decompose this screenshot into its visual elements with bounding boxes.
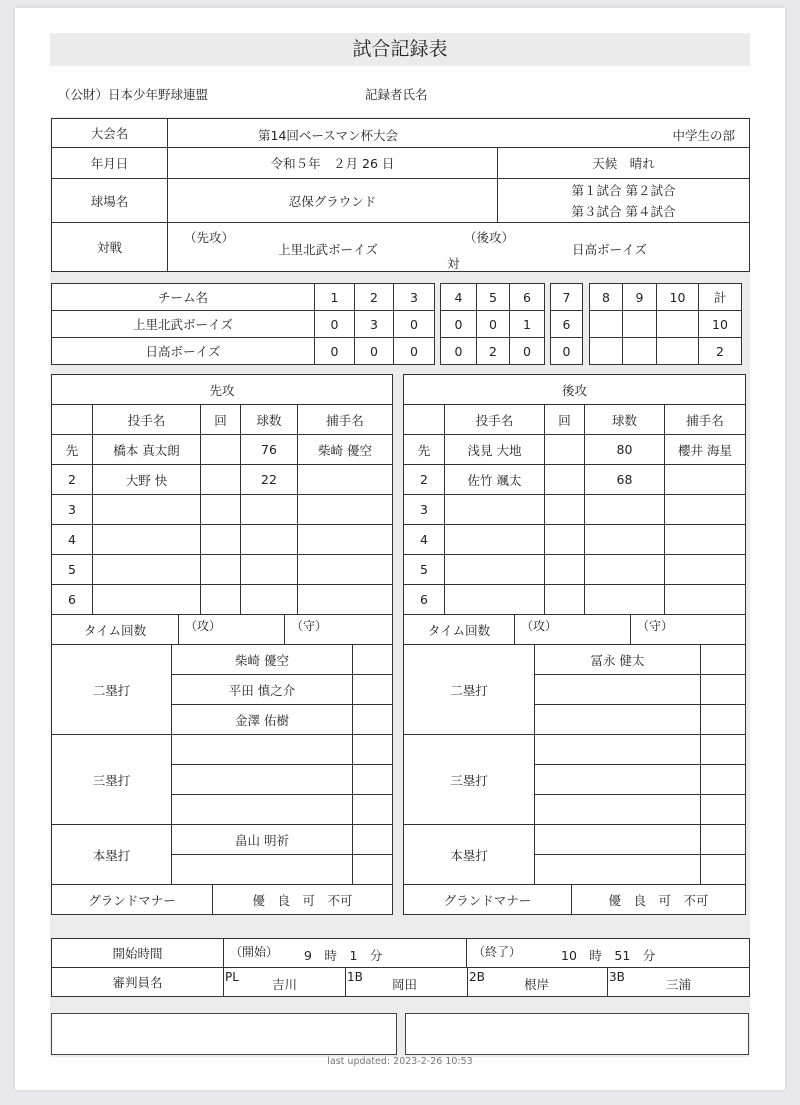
doubles-player: 金澤 佑樹 — [172, 705, 353, 735]
first-attack-panel — [51, 374, 392, 915]
game-number-cell — [498, 179, 750, 223]
triples-player — [172, 765, 353, 795]
pitches-header: 球数 — [241, 405, 298, 435]
pitch-count — [585, 585, 665, 615]
time-label: 開始時間 — [52, 939, 224, 968]
doubles-label: 二塁打 — [52, 645, 172, 735]
manner-options[interactable]: 優 良 可 不可 — [213, 885, 393, 915]
catcher-name — [298, 465, 393, 495]
pitcher-innings — [545, 555, 585, 585]
pitcher-row — [404, 495, 746, 525]
pitcher-row — [52, 465, 393, 495]
pitcher-row — [52, 435, 393, 465]
homers-player — [172, 855, 353, 885]
games-line-2: 第３試合 第４試合 — [571, 203, 676, 219]
catcher-name — [298, 585, 393, 615]
homers-count — [701, 825, 746, 855]
inning-header: 10 — [657, 284, 699, 311]
inning-header: 9 — [623, 284, 657, 311]
inning-header: 回 — [201, 405, 241, 435]
triples-row — [52, 735, 393, 765]
scoreboard-row — [52, 311, 742, 338]
games-line-1: 第１試合 第２試合 — [571, 182, 676, 198]
inning-score: 0 — [477, 311, 510, 338]
timeout-table — [51, 615, 393, 645]
umpire-position: PL — [225, 970, 239, 984]
pitcher-header: 投手名 — [93, 405, 201, 435]
pitcher-table — [51, 374, 393, 615]
doubles-count — [701, 645, 746, 675]
pitcher-order: 3 — [404, 495, 445, 525]
umpire-position: 2B — [469, 970, 485, 984]
umpire-cell — [224, 968, 750, 997]
manner-table — [51, 885, 393, 915]
catcher-name — [298, 525, 393, 555]
inning-header: 4 — [441, 284, 477, 311]
match-label: 対戦 — [52, 223, 168, 272]
time-umpire-table — [51, 938, 750, 997]
inning-header: 8 — [590, 284, 623, 311]
umpire-pl — [224, 968, 346, 996]
inning-score — [623, 311, 657, 338]
homers-row — [404, 825, 746, 855]
field-label: 球場名 — [52, 179, 168, 223]
vs-label: 対 — [447, 256, 460, 271]
pitcher-order: 2 — [404, 465, 445, 495]
doubles-player: 冨永 健太 — [535, 645, 701, 675]
umpire-position: 3B — [609, 970, 625, 984]
pitch-count — [241, 555, 298, 585]
pitch-count — [241, 525, 298, 555]
inning-header: 5 — [477, 284, 510, 311]
date-value: 令和５年 ２月 26 日 — [168, 148, 498, 179]
inning-score: 2 — [477, 338, 510, 365]
pitcher-header-row — [52, 405, 393, 435]
pitcher-name: 大野 快 — [93, 465, 201, 495]
pitcher-innings — [545, 435, 585, 465]
triples-count — [353, 735, 393, 765]
recorder-label: 記録者氏名 — [365, 87, 428, 102]
triples-player — [172, 795, 353, 825]
manner-row — [404, 885, 746, 915]
pitcher-name — [445, 585, 545, 615]
pitcher-order: 6 — [52, 585, 93, 615]
field-row — [52, 179, 750, 223]
pitcher-name — [445, 525, 545, 555]
pitcher-innings — [201, 585, 241, 615]
pitcher-name — [445, 555, 545, 585]
catcher-name — [665, 465, 746, 495]
catcher-name — [665, 495, 746, 525]
inning-header: 回 — [545, 405, 585, 435]
timeout-label: タイム回数 — [404, 615, 515, 645]
pitch-count: 80 — [585, 435, 665, 465]
pitch-count — [585, 525, 665, 555]
catcher-name — [665, 555, 746, 585]
inning-header: 6 — [510, 284, 545, 311]
doubles-player: 平田 慎之介 — [172, 675, 353, 705]
panel-title: 先攻 — [52, 375, 393, 405]
second-attack-panel — [403, 374, 745, 915]
umpire-name: 三浦 — [666, 977, 692, 992]
homers-player: 畠山 明祈 — [172, 825, 353, 855]
timeout-row — [404, 615, 746, 645]
homers-row — [52, 825, 393, 855]
inning-header: 7 — [551, 284, 583, 311]
order-header — [404, 405, 445, 435]
pitcher-name — [93, 495, 201, 525]
org-name: （公財）日本少年野球連盟 — [58, 87, 209, 102]
pitcher-row — [404, 465, 746, 495]
pitcher-row — [52, 495, 393, 525]
inning-header: 1 — [315, 284, 355, 311]
end-time-cell — [467, 939, 750, 968]
pitcher-table — [403, 374, 746, 615]
umpire-name: 吉川 — [272, 977, 298, 992]
page-title: 試合記録表 — [50, 33, 750, 66]
umpire-2b — [468, 968, 608, 996]
umpire-label: 審判員名 — [52, 968, 224, 997]
pitch-count: 76 — [241, 435, 298, 465]
pitcher-innings — [545, 495, 585, 525]
doubles-count — [353, 645, 393, 675]
umpire-name: 岡田 — [392, 977, 418, 992]
homers-player — [535, 825, 701, 855]
total-score: 10 — [699, 311, 742, 338]
doubles-row — [52, 645, 393, 675]
catcher-header: 捕手名 — [665, 405, 746, 435]
inning-group-gap — [583, 338, 590, 365]
catcher-name: 櫻井 海星 — [665, 435, 746, 465]
timeout-defense — [285, 615, 393, 645]
manner-row — [52, 885, 393, 915]
second-label: （後攻） — [464, 230, 515, 245]
first-team: 上里北武ボーイズ — [278, 242, 378, 257]
pitch-count: 68 — [585, 465, 665, 495]
defense-label: （守） — [291, 619, 328, 633]
catcher-name: 柴崎 優空 — [298, 435, 393, 465]
match-cell — [168, 223, 750, 272]
start-time-cell — [224, 939, 467, 968]
manner-label: グランドマナー — [52, 885, 213, 915]
manner-label: グランドマナー — [404, 885, 572, 915]
manner-options[interactable]: 優 良 可 不可 — [572, 885, 746, 915]
start-time: 9 時 1 分 — [304, 948, 383, 963]
pitcher-name — [445, 495, 545, 525]
doubles-count — [353, 675, 393, 705]
triples-count — [701, 765, 746, 795]
pitcher-order: 5 — [52, 555, 93, 585]
team-name: 上里北武ボーイズ — [52, 311, 315, 338]
tournament-name: 第14回ベースマン杯大会 — [258, 128, 399, 143]
triples-label: 三塁打 — [404, 735, 535, 825]
catcher-name — [298, 495, 393, 525]
manner-table — [403, 885, 746, 915]
inning-score — [657, 311, 699, 338]
pitch-count — [241, 495, 298, 525]
pitcher-order: 先 — [52, 435, 93, 465]
pitcher-header: 投手名 — [445, 405, 545, 435]
inning-score: 0 — [441, 338, 477, 365]
attack-label: （攻） — [185, 619, 222, 633]
homers-label: 本塁打 — [404, 825, 535, 885]
tournament-row — [52, 119, 750, 148]
inning-score: 3 — [355, 311, 394, 338]
homers-label: 本塁打 — [52, 825, 172, 885]
pitcher-name: 浅見 大地 — [445, 435, 545, 465]
doubles-player: 柴崎 優空 — [172, 645, 353, 675]
pitcher-order: 4 — [404, 525, 445, 555]
pitch-count — [241, 585, 298, 615]
note-box-left[interactable] — [51, 1013, 397, 1055]
pitcher-innings — [201, 435, 241, 465]
triples-count — [701, 795, 746, 825]
triples-label: 三塁打 — [52, 735, 172, 825]
inning-score: 0 — [441, 311, 477, 338]
info-table — [51, 118, 750, 272]
weather-value: 天候 晴れ — [498, 148, 750, 179]
umpire-1b — [346, 968, 468, 996]
panel-title: 後攻 — [404, 375, 746, 405]
scoreboard-table — [51, 283, 742, 365]
inning-score — [590, 311, 623, 338]
pitcher-name: 佐竹 颯太 — [445, 465, 545, 495]
timeout-defense — [631, 615, 746, 645]
pitcher-row — [52, 525, 393, 555]
pitcher-row — [404, 435, 746, 465]
pitcher-innings — [201, 465, 241, 495]
pitcher-row — [404, 525, 746, 555]
scoreboard-row — [52, 338, 742, 365]
inning-group-gap — [583, 311, 590, 338]
umpire-name: 根岸 — [524, 977, 550, 992]
pitch-count — [585, 555, 665, 585]
doubles-count — [701, 705, 746, 735]
pitcher-innings — [201, 495, 241, 525]
doubles-count — [353, 705, 393, 735]
doubles-player — [535, 705, 701, 735]
pitcher-innings — [201, 525, 241, 555]
pitcher-innings — [201, 555, 241, 585]
time-row — [52, 939, 750, 968]
umpire-3b — [608, 968, 749, 996]
date-row — [52, 148, 750, 179]
second-team: 日高ボーイズ — [572, 242, 647, 257]
timeout-attack — [179, 615, 285, 645]
inning-score: 6 — [551, 311, 583, 338]
pitcher-order: 4 — [52, 525, 93, 555]
doubles-count — [701, 675, 746, 705]
pitcher-order: 先 — [404, 435, 445, 465]
inning-group-gap — [583, 284, 590, 311]
triples-player — [535, 735, 701, 765]
homers-count — [701, 855, 746, 885]
pitcher-row — [404, 585, 746, 615]
scoreboard-header — [52, 284, 742, 311]
triples-count — [353, 795, 393, 825]
inning-score — [657, 338, 699, 365]
catcher-name — [665, 525, 746, 555]
inning-score: 0 — [394, 311, 435, 338]
catcher-name — [298, 555, 393, 585]
pitcher-innings — [545, 525, 585, 555]
end-time: 10 時 51 分 — [561, 948, 656, 963]
inning-score: 0 — [551, 338, 583, 365]
doubles-label: 二塁打 — [404, 645, 535, 735]
pitcher-innings — [545, 585, 585, 615]
field-value: 忍保グラウンド — [168, 179, 498, 223]
pitcher-order: 6 — [404, 585, 445, 615]
team-header: チーム名 — [52, 284, 315, 311]
pitch-count — [585, 495, 665, 525]
inning-score — [590, 338, 623, 365]
pitcher-name — [93, 585, 201, 615]
triples-player — [535, 765, 701, 795]
extra-base-hits-table — [51, 645, 393, 885]
pitch-count: 22 — [241, 465, 298, 495]
pitcher-row — [404, 555, 746, 585]
triples-player — [172, 735, 353, 765]
inning-score: 0 — [355, 338, 394, 365]
end-label: （終了） — [473, 945, 522, 959]
total-score: 2 — [699, 338, 742, 365]
total-header: 計 — [699, 284, 742, 311]
extra-base-hits-table — [403, 645, 746, 885]
triples-count — [353, 765, 393, 795]
triples-player — [535, 795, 701, 825]
doubles-row — [404, 645, 746, 675]
match-row — [52, 223, 750, 272]
umpire-position: 1B — [347, 970, 363, 984]
timeout-label: タイム回数 — [52, 615, 179, 645]
attack-label: （攻） — [521, 619, 558, 633]
timeout-row — [52, 615, 393, 645]
homers-count — [353, 855, 393, 885]
homers-player — [535, 855, 701, 885]
inning-score: 1 — [510, 311, 545, 338]
pitcher-order: 5 — [404, 555, 445, 585]
inning-score — [623, 338, 657, 365]
pitcher-order: 3 — [52, 495, 93, 525]
umpire-row — [52, 968, 750, 997]
defense-label: （守） — [637, 619, 674, 633]
order-header — [52, 405, 93, 435]
pitcher-innings — [545, 465, 585, 495]
triples-count — [701, 735, 746, 765]
timeout-attack — [515, 615, 631, 645]
timeout-table — [403, 615, 746, 645]
inning-header: 3 — [394, 284, 435, 311]
inning-header: 2 — [355, 284, 394, 311]
catcher-header: 捕手名 — [298, 405, 393, 435]
pitcher-name: 橋本 真太朗 — [93, 435, 201, 465]
pitcher-order: 2 — [52, 465, 93, 495]
tournament-label: 大会名 — [52, 119, 168, 148]
last-updated: last updated: 2023-2-26 10:53 — [327, 1056, 473, 1067]
catcher-name — [665, 585, 746, 615]
triples-row — [404, 735, 746, 765]
first-label: （先攻） — [184, 230, 235, 245]
pitcher-header-row — [404, 405, 746, 435]
team-name: 日高ボーイズ — [52, 338, 315, 365]
pitcher-row — [52, 585, 393, 615]
note-box-right[interactable] — [405, 1013, 749, 1055]
date-label: 年月日 — [52, 148, 168, 179]
start-label: （開始） — [230, 945, 279, 959]
inning-score: 0 — [315, 311, 355, 338]
pitcher-name — [93, 525, 201, 555]
inning-score: 0 — [510, 338, 545, 365]
pitches-header: 球数 — [585, 405, 665, 435]
tournament-cell — [168, 119, 750, 148]
pitcher-name — [93, 555, 201, 585]
division: 中学生の部 — [672, 128, 735, 143]
pitcher-row — [52, 555, 393, 585]
inning-score: 0 — [394, 338, 435, 365]
doubles-player — [535, 675, 701, 705]
homers-count — [353, 825, 393, 855]
inning-score: 0 — [315, 338, 355, 365]
